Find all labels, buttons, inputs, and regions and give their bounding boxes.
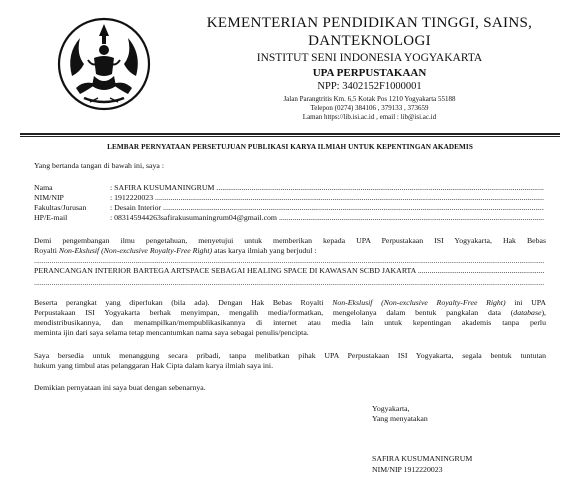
para2-l2i: database [513,308,542,317]
signer-name: SAFIRA KUSUMANINGRUM [372,454,473,463]
para1-prefix: Royalti [34,246,59,255]
field-value-nim: : 1912220023 ..... [110,194,544,202]
paragraph-2-line3: mendistribusikannya, dan menampilkan/mempublikasikannya di internet atau media lain untuk kepentingan akademis tanpa perlu [34,318,546,327]
para1-suffix: atas karya ilmiah yang berjudul : [212,246,317,255]
paragraph-2-line4: meminta ijin dari saya selama tetap mencantumkan nama saya sebagai penulis/pencipta. [34,328,309,337]
institute-logo [54,14,154,114]
field-value-faculty: : Desain Interior ..... [110,204,544,212]
work-title: PERANCANGAN INTERIOR BARTEGA ARTSPACE SEBAGAI HEALING SPACE DI KAWASAN SCBD JAKARTA ..... [34,267,544,275]
dotted-line [34,257,544,265]
para2-l2a: Perpustakaan ISI Yogyakarta berhak menyimpan, mengalih media/formatkan, mengelolanya dalam bentuk pangkalan data ( [34,308,514,317]
sign-role: Yang menyatakan [372,414,428,423]
field-label-nim: NIM/NIP [34,193,64,202]
unit-name: UPA PERPUSTAKAAN [312,67,427,79]
para1-italic: Non-Ekslusif (Non-exclusive Royalty-Free Right) [58,246,213,255]
header-rule-thin [20,136,560,137]
para2-l1b: ini UPA [505,298,547,307]
paragraph-3-line1: Saya bersedia untuk menanggung secara pribadi, tanpa melibatkan pihak UPA Perpustakaan ISI Yogyakarta, segala bentuk tuntutan [34,351,546,360]
closing-statement: Demikian pernyataan ini saya buat dengan sebenarnya. [34,383,206,392]
field-label-faculty: Fakultas/Jurusan [34,203,87,212]
field-value-name: : SAFIRA KUSUMANINGRUM ..... [110,184,544,192]
para2-l1i: Non-Ekslusif (Non-exclusive Royalty-Free Right) [332,298,506,307]
paragraph-1-line2 [34,246,546,256]
dotted-line [34,279,544,287]
document-title: LEMBAR PERNYATAAN PERSETUJUAN PUBLIKASI KARYA ILMIAH UNTUK KEPENTINGAN AKADEMIS [107,143,473,151]
intro-text: Yang bertanda tangan di bawah ini, saya : [34,161,164,170]
phone: Telepon (0274) 384106 , 379133 , 373659 [310,104,429,112]
site-email: Laman https://lib.isi.ac.id , email : lib@isi.ac.id [302,113,437,121]
field-label-contact: HP/E-mail [34,213,68,222]
npp-number: NPP: 3402152F1000001 [317,81,422,92]
address: Jalan Parangtritis Km. 6,5 Kotak Pos 1210 Yogyakarta 55188 [283,95,456,103]
paragraph-3-line2: hukum yang timbul atas pelanggaran Hak Cipta dalam karya ilmiah saya ini. [34,361,274,370]
ministry-line1: KEMENTERIAN PENDIDIKAN TINGGI, SAINS, [206,15,533,31]
signer-nim: NIM/NIP 1912220023 [372,465,443,474]
paragraph-2-line1 [34,298,546,308]
header-rule [20,133,560,135]
ministry-line2: DANTEKNOLOGI [308,33,431,49]
field-label-name: Nama [34,183,53,192]
institute-name: INSTITUT SENI INDONESIA YOGYAKARTA [256,52,483,64]
sign-place: Yogyakarta, [372,404,410,413]
paragraph-1-line1: Demi pengembangan ilmu pengetahuan, menyetujui untuk memberikan kepada UPA Perpustakaan ISI Yogyakarta, Hak Bebas [34,236,546,245]
paragraph-2-line2 [34,308,546,318]
field-value-contact: : 083145944263safirakusumaningrum04@gmail.com ..... [110,214,544,222]
para2-l2b: ), [541,308,546,317]
para2-l1a: Beserta perangkat yang diperlukan (bila ada). Dengan Hak Bebas Royalti [34,298,333,307]
